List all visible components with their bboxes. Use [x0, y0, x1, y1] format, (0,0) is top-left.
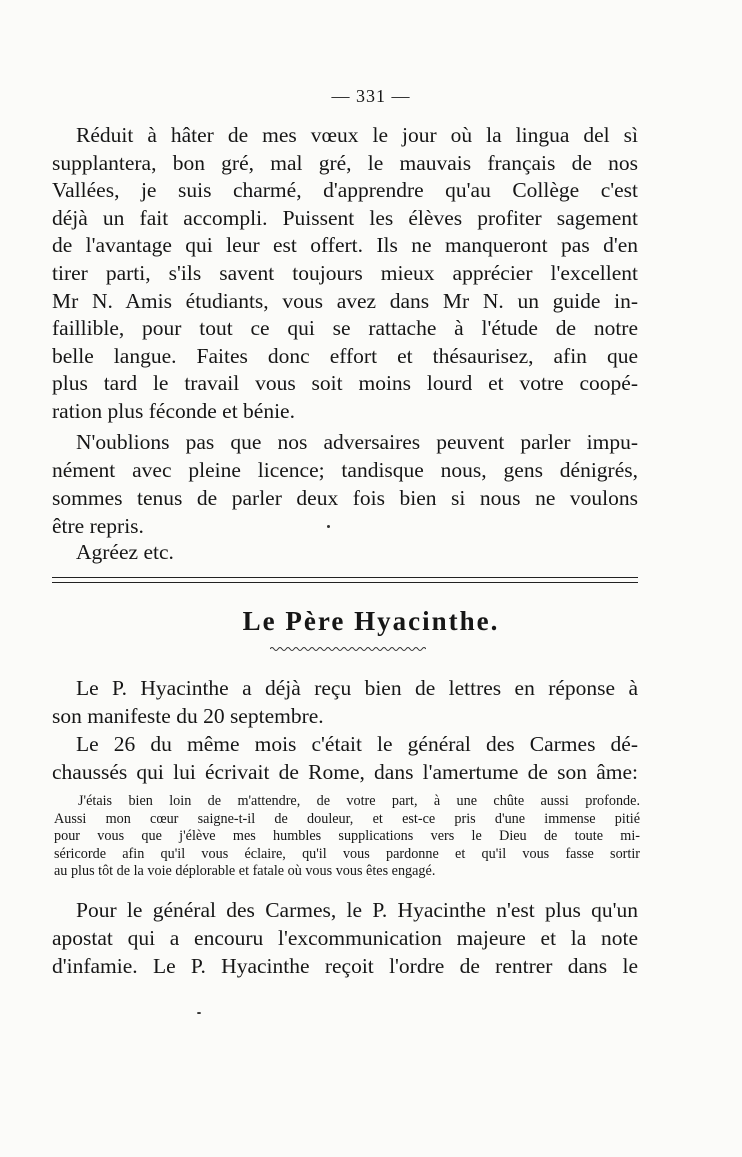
text-line: de l'avantage qui leur est offert. Ils ne manqueront pas d'en	[52, 233, 638, 258]
text-line: belle langue. Faites donc effort et thésaurisez, afin que	[52, 343, 638, 368]
section-divider	[52, 577, 638, 578]
wavy-ornament	[270, 646, 426, 652]
text-line: Mr N. Amis étudiants, vous avez dans Mr N. un guide in-	[52, 288, 638, 313]
closing-salutation: Agréez etc.	[76, 540, 174, 564]
quoted-letter	[54, 793, 640, 881]
paragraph-2	[52, 428, 638, 540]
text-line: nément avec pleine licence; tandisque nous, gens dénigrés,	[52, 458, 638, 482]
quote-line: séricorde afin qu'il vous éclaire, qu'il vous pardonne et qu'il vous fasse sortir	[54, 845, 640, 862]
quote-line: au plus tôt de la voie déplorable et fatale où vous vous êtes engagé.	[54, 863, 436, 879]
text-line: Vallées, je suis charmé, d'apprendre qu'au Collège c'est	[52, 178, 638, 203]
quote-line: J'étais bien loin de m'attendre, de votre part, à une chûte aussi profonde.	[78, 793, 640, 809]
text-line: Le 26 du même mois c'était le général des Carmes dé-	[76, 732, 638, 756]
paragraph-1	[52, 122, 638, 426]
ink-speck	[197, 1012, 201, 1014]
text-line: apostat qui a encouru l'excommunication majeure et la note	[52, 926, 638, 950]
text-line: N'oublions pas que nos adversaires peuvent parler impu-	[76, 430, 638, 454]
page-number: — 331 —	[331, 86, 411, 106]
quote-line: pour vous que j'élève mes humbles supplications vers le Dieu de toute mi-	[54, 828, 640, 844]
text-line: déjà un fait accompli. Puissent les élèves profiter sagement	[52, 205, 638, 230]
text-line: supplantera, bon gré, mal gré, le mauvais français de nos	[52, 150, 638, 175]
text-line: chaussés qui lui écrivait de Rome, dans l'amertume de son âme:	[52, 760, 638, 784]
text-line: sommes tenus de parler deux fois bien si nous ne voulons	[52, 486, 638, 510]
section-title: Le Père Hyacinthe.	[242, 606, 500, 636]
text-line: Pour le général des Carmes, le P. Hyacinthe n'est plus qu'un	[76, 898, 638, 922]
section-divider	[52, 582, 638, 583]
text-line: Le P. Hyacinthe a déjà reçu bien de lettres en réponse à	[76, 676, 638, 700]
ink-speck	[327, 525, 330, 528]
text-line: ration plus féconde et bénie.	[52, 398, 295, 423]
text-line: plus tard le travail vous soit moins lourd et votre coopé-	[52, 371, 638, 396]
text-line: faillible, pour tout ce qui se rattache à l'étude de notre	[52, 316, 638, 341]
text-line: Réduit à hâter de mes vœux le jour où la lingua del sì	[76, 123, 638, 147]
paragraph-3	[52, 674, 638, 786]
paragraph-4	[52, 896, 638, 980]
text-line: d'infamie. Le P. Hyacinthe reçoit l'ordre de rentrer dans le	[52, 954, 638, 978]
text-line: son manifeste du 20 septembre.	[52, 704, 324, 728]
text-line: tirer parti, s'ils savent toujours mieux apprécier l'excellent	[52, 260, 638, 285]
quote-line: Aussi mon cœur saigne-t-il de douleur, et est-ce pris d'une immense pitié	[54, 810, 640, 827]
text-line: être repris.	[52, 514, 144, 538]
